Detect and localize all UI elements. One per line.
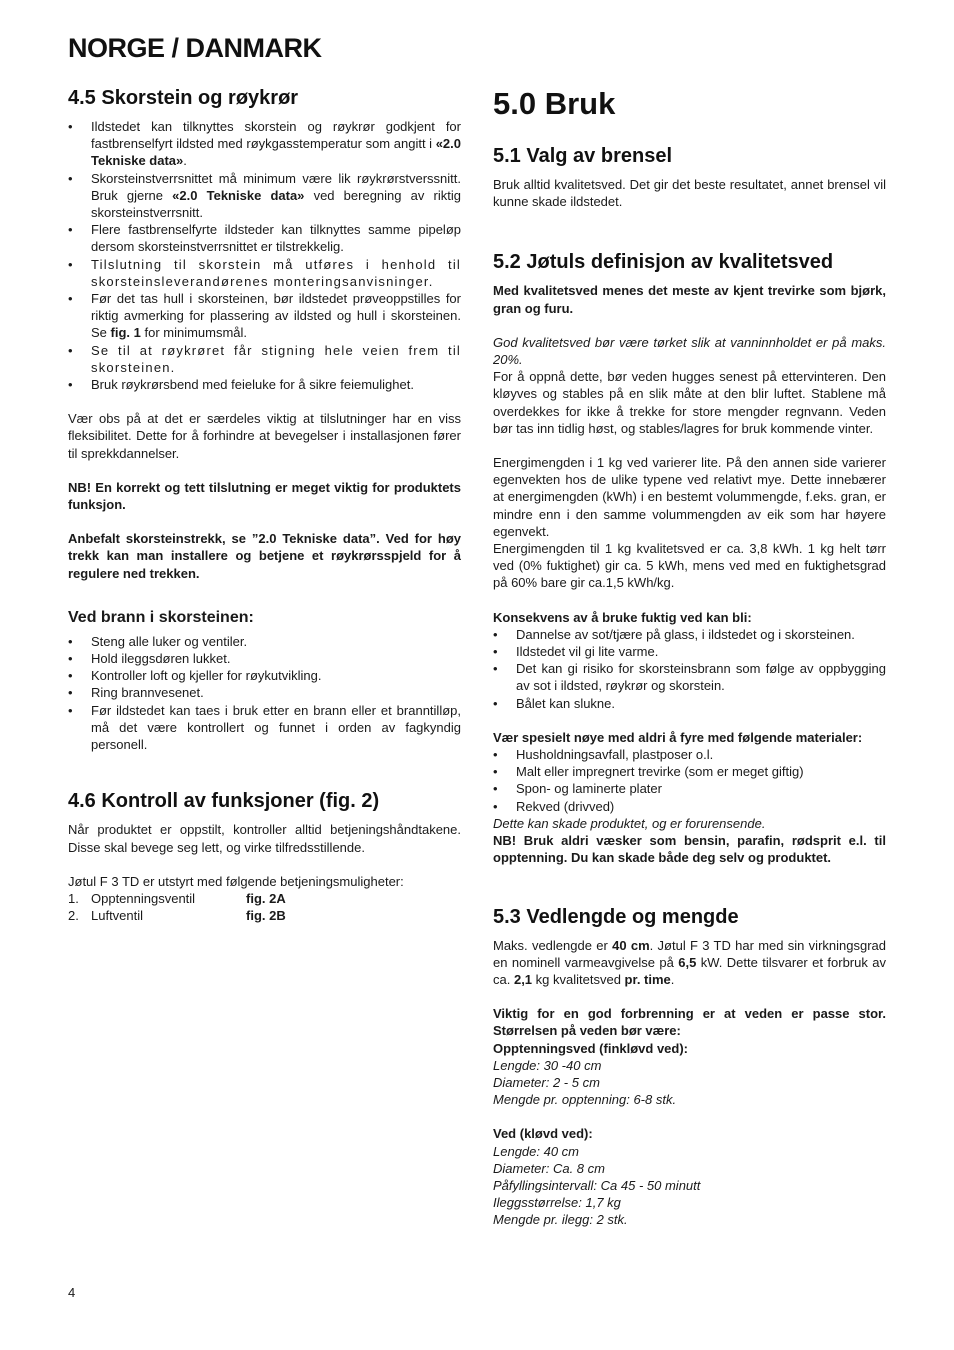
list-item: • Det kan gi risiko for skorsteinsbrann som følge av oppbygging av sot i ildsted, røykrør og skorstein. xyxy=(493,660,886,694)
energy-values-paragraph: Energimengden til 1 kg kvalitetsved er ca. 3,8 kWh. 1 kg helt tørr ved (0% fuktighet) gir ca. 5 kWh, mens ved med en fuktighetsgrad på 60% bare gir ca.1,5 kWh/kg. xyxy=(493,541,886,591)
list-item: • Tilslutning til skorstein må utføres i henhold til skorsteinsleverandørenes monteringsanvisninger. xyxy=(68,256,461,290)
list-item: • Ring brannvesenet. xyxy=(68,684,461,701)
draught-recommendation: Anbefalt skorsteinstrekk, se ”2.0 Tekniske data”. Ved for høy trekk kan man installere og betjene et røykrørsspjeld for å regulere ned trekken. xyxy=(68,531,461,581)
list-item: 1. Opptenningsventil fig. 2A xyxy=(68,890,286,906)
kindling-heading: Opptenningsved (finkløvd ved): xyxy=(493,1040,689,1056)
list-item: • Steng alle luker og ventiler. xyxy=(68,633,461,650)
right-column xyxy=(493,86,886,1229)
nb-connection-note: NB! En korrekt og tett tilslutning er meget viktig for produktets funksjon. xyxy=(68,479,461,513)
drying-paragraph: For å oppnå dette, bør veden hugges senest på ettervinteren. Den kløyves og stables på en slik måte at den blir luftet. Stablene må overdekkes for ikke å trekke for store mengder regnvann. Veden bør tas inn tidlig høst, og stables/lagres for bruk kommende vinter. xyxy=(493,369,886,436)
controls-intro: Jøtul F 3 TD er utstyrt med følgende betjeningsmuligheter: xyxy=(68,873,404,889)
page-header: NORGE / DANMARK xyxy=(68,33,322,63)
section-5-3-heading: 5.3 Vedlengde og mengde xyxy=(493,905,739,928)
energy-paragraph: Energimengden i 1 kg ved varierer lite. På den annen side varierer egenvekten hos de ulike typene ved relativt mye. Dette innebærer at energimengden (kWh) i en bestemt volummengde, f.eks. gran, er mindre enn i den samme volummengden av eik som har høyere egenvekt. xyxy=(493,455,886,539)
list-item: • Se til at røykrøret får stigning hele veien frem til skorsteinen. xyxy=(68,342,461,376)
load-size: Ileggsstørrelse: 1,7 kg xyxy=(493,1195,621,1211)
list-item: • Malt eller impregnert trevirke (som er meget giftig) xyxy=(493,763,886,780)
list-item: • Dannelse av sot/tjære på glass, i ildstedet og i skorsteinen. xyxy=(493,626,886,643)
chimney-requirements-list xyxy=(68,118,461,393)
list-item: • Ildstedet vil gi lite varme. xyxy=(493,643,886,660)
list-item: • Ildstedet kan tilknyttes skorstein og røykrør godkjent for fastbrenselfyrt ildsted med røykgasstemperatur som angitt i «2.0 Tekniske data». xyxy=(68,118,461,170)
wood-length: Lengde: 40 cm xyxy=(493,1143,580,1159)
wood-length-paragraph: Maks. vedlengde er 40 cm. Jøtul F 3 TD har med sin virkningsgrad en nominell varmeavgivelse på 6,5 kW. Dette tilsvarer et forbruk av ca. 2,1 kg kvalitetsved pr. time. xyxy=(493,937,886,987)
list-item: • Før det tas hull i skorsteinen, bør ildstedet prøveoppstilles for riktig avmerking for plassering av ildsted og hull i skorsteinen. Se fig. 1 for minimumsmål. xyxy=(68,290,461,342)
wood-diameter: Diameter: Ca. 8 cm xyxy=(493,1160,605,1176)
consequences-heading: Konsekvens av å bruke fuktig ved kan bli: xyxy=(493,609,752,625)
kindling-diameter: Diameter: 2 - 5 cm xyxy=(493,1074,600,1090)
flexibility-paragraph: Vær obs på at det er særdeles viktig at tilslutninger har en viss fleksibilitet. Dette for å forhindre at bevegelser i installasjonen fører til sprekkdannelser. xyxy=(68,411,461,461)
list-item: • Kontroller loft og kjeller for røykutvikling. xyxy=(68,667,461,684)
section-4-6-heading: 4.6 Kontroll av funksjoner (fig. 2) xyxy=(68,790,380,813)
fuel-choice-paragraph: Bruk alltid kvalitetsved. Det gir det beste resultatet, annet brensel vil kunne skade ildstedet. xyxy=(493,177,886,210)
materials-heading: Vær spesielt nøye med aldri å fyre med følgende materialer: xyxy=(493,729,863,745)
controls-list xyxy=(68,890,461,924)
section-4-5-heading: 4.5 Skorstein og røykrør xyxy=(68,87,299,109)
consequences-list xyxy=(493,626,886,712)
list-item: • Før ildstedet kan taes i bruk etter en brann eller et branntilløp, må det være kontrollert og funnet i orden av fagkyndig personell. xyxy=(68,702,461,754)
list-item: 2. Luftventil fig. 2B xyxy=(68,908,286,924)
moisture-note: God kvalitetsved bør være tørket slik at vanninnholdet er på maks. 20%. xyxy=(493,334,886,368)
forbidden-materials-list xyxy=(493,746,886,815)
list-item: • Rekved (drivved) xyxy=(493,798,886,815)
chimney-fire-heading: Ved brann i skorsteinen: xyxy=(68,608,254,626)
list-item: • Skorsteinstverrsnittet må minimum være lik røykrørstverssnitt. Bruk gjerne «2.0 Tekniske data» ved beregning av riktig skorsteinstverrsnitt. xyxy=(68,170,461,222)
wood-size-intro: Viktig for en god forbrenning er at veden er passe stor. Størrelsen på veden bør være: xyxy=(493,1006,886,1039)
kindling-amount: Mengde pr. opptenning: 6-8 stk. xyxy=(493,1092,677,1108)
list-item: • Flere fastbrenselfyrte ildsteder kan tilknyttes samme pipeløp dersom skorsteinstverrsnittet er tilstrekkelig. xyxy=(68,221,461,255)
section-5-0-heading: 5.0 Bruk xyxy=(493,86,616,121)
split-wood-heading: Ved (kløvd ved): xyxy=(493,1126,593,1142)
section-5-2-heading: 5.2 Jøtuls definisjon av kvalitetsved xyxy=(493,251,834,274)
quality-wood-definition: Med kvalitetsved menes det meste av kjent trevirke som bjørk, gran og furu. xyxy=(493,283,886,316)
nb-liquids-warning: NB! Bruk aldri væsker som bensin, parafin, rødsprit e.l. til opptenning. Du kan skade både deg selv og produktet. xyxy=(493,833,886,866)
section-5-1-heading: 5.1 Valg av brensel xyxy=(493,145,672,167)
pollution-note: Dette kan skade produktet, og er forurensende. xyxy=(493,815,766,831)
function-check-paragraph: Når produktet er oppstilt, kontroller alltid betjeningshåndtakene. Disse skal bevege seg lett, og virke tilfredsstillende. xyxy=(68,822,461,855)
list-item: • Spon- og laminerte plater xyxy=(493,780,886,797)
list-item: • Hold ileggsdøren lukket. xyxy=(68,650,461,667)
page-number: 4 xyxy=(68,1285,76,1300)
chimney-fire-list xyxy=(68,633,461,753)
list-item: • Bålet kan slukne. xyxy=(493,695,886,712)
list-item: • Bruk røykrørsbend med feieluke for å sikre feiemulighet. xyxy=(68,376,461,393)
refill-interval: Påfyllingsintervall: Ca 45 - 50 minutt xyxy=(493,1177,701,1193)
left-column xyxy=(68,86,461,924)
list-item: • Husholdningsavfall, plastposer o.l. xyxy=(493,746,886,763)
kindling-length: Lengde: 30 -40 cm xyxy=(493,1057,602,1073)
load-amount: Mengde pr. ilegg: 2 stk. xyxy=(493,1212,628,1228)
